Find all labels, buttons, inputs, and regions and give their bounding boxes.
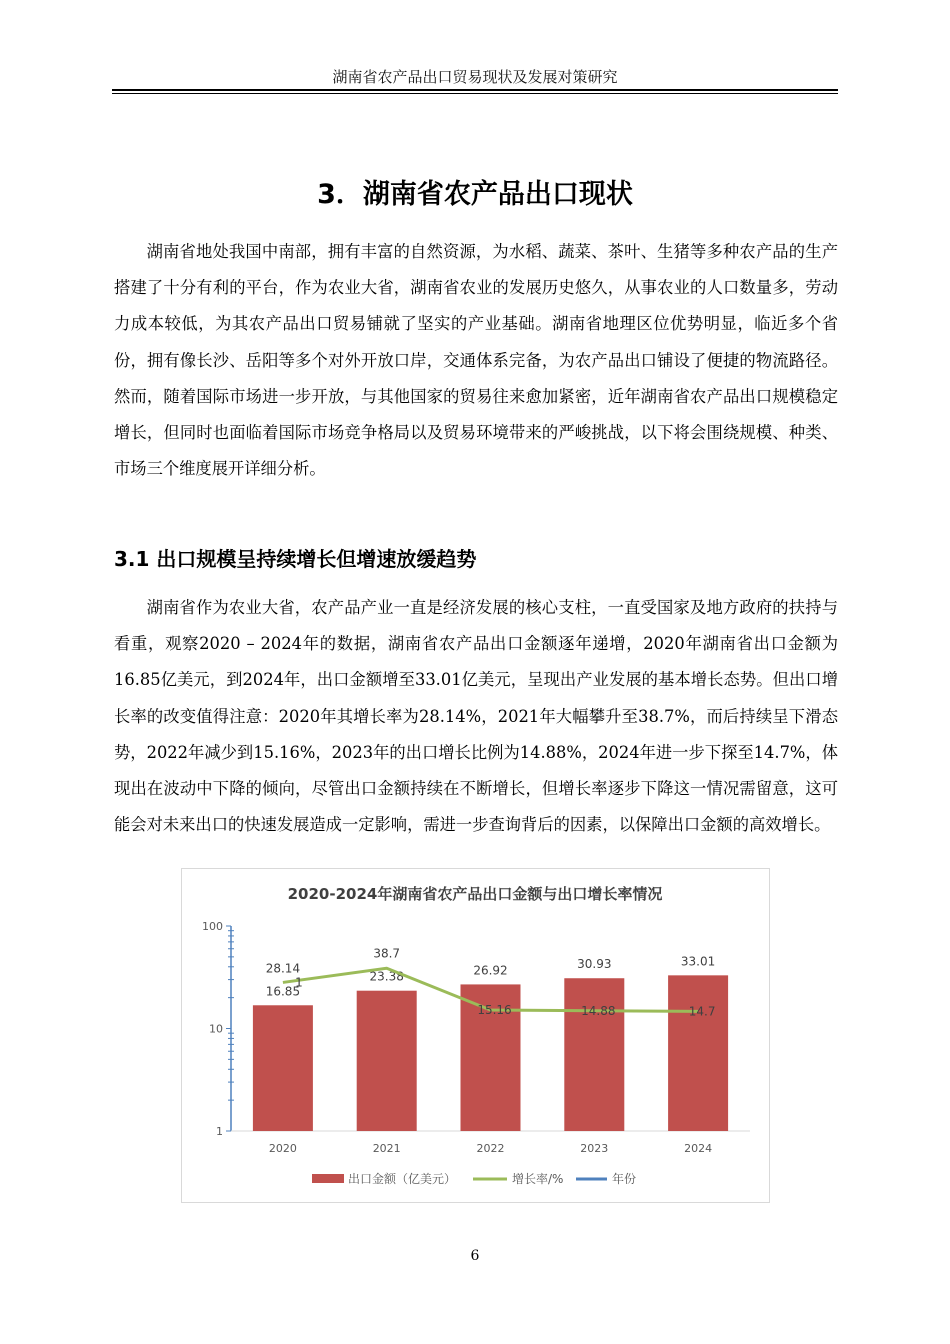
legend-label-year: 年份 [612,1172,637,1186]
running-header: 湖南省农产品出口贸易现状及发展对策研究 [332,68,618,86]
bar-value-label: 30.93 [577,957,612,972]
legend-swatch-export-amount [312,1174,344,1183]
bar-value-label: 26.92 [473,963,508,978]
growth-rate-label: 15.16 [477,1002,512,1017]
growth-rate-label: 28.14 [265,961,301,976]
x-tick-label: 2024 [684,1142,713,1155]
header-rule-thick [112,89,838,91]
chart-canvas [182,869,769,1202]
export-chart [181,868,770,1203]
subsection-title: 3.1 出口规模呈持续增长但增速放缓趋势 [114,547,477,571]
bar-2024 [668,975,728,1131]
bar-value-label: 23.38 [369,969,404,984]
bar-2020 [253,1005,313,1131]
header-rule-thin [112,93,838,94]
growth-rate-label: 14.7 [688,1004,716,1019]
scale-paragraph: 湖南省作为农业大省，农产品产业一直是经济发展的核心支柱，一直受国家及地方政府的扶持与看重，观察2020 – 2024年的数据，湖南省农产品出口金额逐年递增，2020年湖南省出口金额为16.85亿美元，到2024年，出口金额增至33.01亿美元，呈现出产业发展的基本增长态势。但出口增长率的改变值得注意：2020年其增长率为28.14%，2021年大幅攀升至38.7%，而后持续呈下滑态势，2022年减少到15.16%，2023年的出口增长比例为14.88%，2024年进一步下探至14.7%，体现出在波动中下降的倾向，尽管出口金额持续在不断增长，但增长率逐步下降这一情况需留意，这可能会对未来出口的快速发展造成一定影响，需进一步查询背后的因素，以保障出口金额的高效增长。 [114,598,838,835]
x-tick-label: 2023 [580,1142,609,1155]
stray-data-label: 1 [295,975,303,990]
x-tick-label: 2021 [372,1142,401,1155]
growth-rate-label: 14.88 [581,1003,616,1018]
bar-value-label: 33.01 [680,954,716,969]
x-tick-label: 2022 [476,1142,505,1155]
growth-rate-label: 38.7 [373,946,401,961]
legend-label-growth-rate: 增长率/% [512,1172,564,1186]
page-number: 6 [470,1248,480,1264]
bar-2023 [564,978,624,1131]
y-tick-label: 10 [209,1022,223,1036]
bar-value-label: 16.85 [265,984,301,999]
x-tick-label: 2020 [268,1142,297,1155]
section-title: 3．湖南省农产品出口现状 [317,179,633,210]
legend-label-export-amount: 出口金额（亿美元） [348,1172,457,1186]
intro-paragraph: 湖南省地处我国中南部，拥有丰富的自然资源，为水稻、蔬菜、茶叶、生猪等多种农产品的生产搭建了十分有利的平台，作为农业大省，湖南省农业的发展历史悠久，从事农业的人口数量多，劳动力成本较低，为其农产品出口贸易铺就了坚实的产业基础。湖南省地理区位优势明显，临近多个省份，拥有像长沙、岳阳等多个对外开放口岸，交通体系完备，为农产品出口铺设了便捷的物流路径。然而，随着国际市场进一步开放，与其他国家的贸易往来愈加紧密，近年湖南省农产品出口规模稳定增长，但同时也面临着国际市场竞争格局以及贸易环境带来的严峻挑战，以下将会围绕规模、种类、市场三个维度展开详细分析。 [114,242,838,479]
y-tick-label: 100 [202,920,223,933]
chart-title: 2020-2024年湖南省农产品出口金额与出口增长率情况 [287,885,663,903]
y-tick-label: 1 [216,1125,223,1138]
bar-2021 [357,991,417,1131]
